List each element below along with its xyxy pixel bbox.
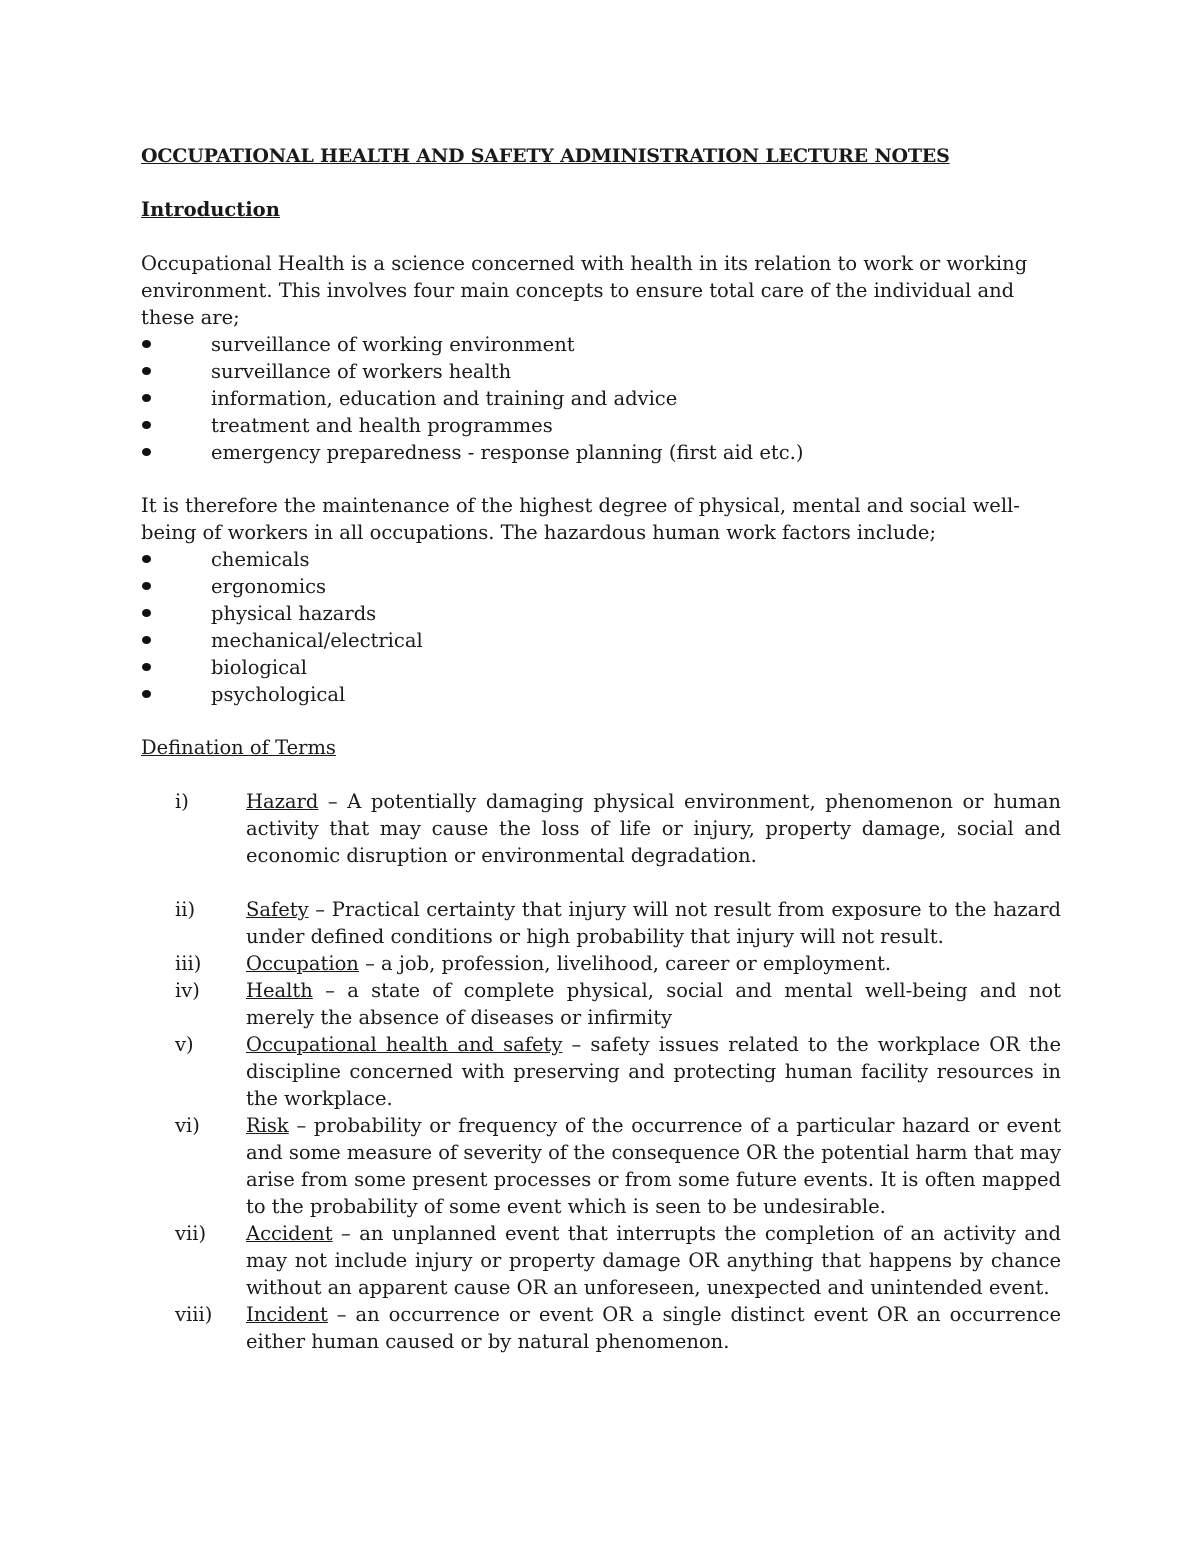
definition-item xyxy=(141,977,1061,1031)
bullet-icon xyxy=(142,555,151,563)
concepts-list xyxy=(141,331,1061,466)
introduction-heading: Introduction xyxy=(141,198,280,221)
document-title: OCCUPATIONAL HEALTH AND SAFETY ADMINISTRATION LECTURE NOTES xyxy=(141,145,950,167)
bullet-icon xyxy=(142,609,151,617)
definition-item xyxy=(141,1220,1061,1301)
definition-term: Accident xyxy=(246,1222,333,1245)
definition-number: iv) xyxy=(175,979,200,1002)
list-item-text: mechanical/electrical xyxy=(211,629,423,652)
list-item-text: treatment and health programmes xyxy=(211,414,553,437)
list-item xyxy=(141,439,1061,466)
definition-term: Occupational health and safety xyxy=(246,1033,563,1056)
definition-number: ii) xyxy=(175,898,196,921)
definition-body xyxy=(246,788,1061,869)
definition-term: Health xyxy=(246,979,313,1002)
list-item-text: surveillance of workers health xyxy=(211,360,512,383)
definition-text: – A potentially damaging physical environment, phenomenon or human activity that may cause the loss of life or injury, property damage, social and economic disruption or environmental degradation. xyxy=(246,790,1061,867)
list-item xyxy=(141,331,1061,358)
list-item-text: psychological xyxy=(211,683,346,706)
definition-text: – safety issues related to the workplace OR the discipline concerned with preserving and protecting human facility resources in the workplace. xyxy=(246,1033,1061,1110)
bullet-icon xyxy=(142,690,151,698)
list-item xyxy=(141,385,1061,412)
definition-body xyxy=(246,1220,1061,1301)
list-item-text: ergonomics xyxy=(211,575,327,598)
list-item-text: physical hazards xyxy=(211,602,377,625)
definitions-list xyxy=(141,788,1061,1355)
definition-number: iii) xyxy=(175,952,202,975)
bullet-icon xyxy=(142,448,151,456)
list-item-text: emergency preparedness - response planning (first aid etc.) xyxy=(211,441,804,464)
definition-item xyxy=(141,1301,1061,1355)
definition-text: – an unplanned event that interrupts the completion of an activity and may not include injury or property damage OR anything that happens by chance without an apparent cause OR an unforeseen, unexpected and unintended event. xyxy=(246,1222,1061,1299)
definition-item xyxy=(141,896,1061,950)
definition-term: Occupation xyxy=(246,952,359,975)
definitions-heading: Defination of Terms xyxy=(141,736,336,759)
list-item xyxy=(141,654,1061,681)
list-item xyxy=(141,600,1061,627)
list-item xyxy=(141,412,1061,439)
definition-term: Incident xyxy=(246,1303,328,1326)
definition-item xyxy=(141,950,1061,977)
definition-body xyxy=(246,1301,1061,1355)
intro-paragraph: Occupational Health is a science concerned with health in its relation to work or working environment. This involves four main concepts to ensure total care of the individual and these are; xyxy=(141,252,1028,329)
definition-number: i) xyxy=(175,790,189,813)
list-item xyxy=(141,681,1061,708)
definition-term: Safety xyxy=(246,898,309,921)
document-page xyxy=(141,142,1061,1355)
definition-term: Hazard xyxy=(246,790,319,813)
bullet-icon xyxy=(142,340,151,348)
bullet-icon xyxy=(142,367,151,375)
list-item-text: biological xyxy=(211,656,307,679)
definition-text: – Practical certainty that injury will not result from exposure to the hazard under defined conditions or high probability that injury will not result. xyxy=(246,898,1061,948)
definition-number: vii) xyxy=(175,1222,207,1245)
definition-body xyxy=(246,1112,1061,1220)
factors-list xyxy=(141,546,1061,708)
definition-text: – a job, profession, livelihood, career or employment. xyxy=(358,952,892,975)
definition-text: – probability or frequency of the occurrence of a particular hazard or event and some measure of severity of the consequence OR the potential harm that may arise from some present processes or from some future events. It is often mapped to the probability of some event which is seen to be undesirable. xyxy=(246,1114,1061,1218)
list-item-text: surveillance of working environment xyxy=(211,333,575,356)
definition-number: vi) xyxy=(175,1114,200,1137)
bullet-icon xyxy=(142,636,151,644)
list-item xyxy=(141,627,1061,654)
definition-item xyxy=(141,1031,1061,1112)
bullet-icon xyxy=(142,582,151,590)
list-item-text: chemicals xyxy=(211,548,310,571)
definition-term: Risk xyxy=(246,1114,289,1137)
definition-body xyxy=(246,950,1061,977)
definition-body xyxy=(246,1031,1061,1112)
definition-item xyxy=(141,788,1061,869)
list-item xyxy=(141,358,1061,385)
list-item xyxy=(141,546,1061,573)
bullet-icon xyxy=(142,663,151,671)
bullet-icon xyxy=(142,394,151,402)
definition-text: – an occurrence or event OR a single distinct event OR an occurrence either human caused or by natural phenomenon. xyxy=(246,1303,1061,1353)
definition-body xyxy=(246,977,1061,1031)
definition-text: – a state of complete physical, social and mental well-being and not merely the absence of diseases or infirmity xyxy=(246,979,1061,1029)
list-item-text: information, education and training and advice xyxy=(211,387,678,410)
definition-number: viii) xyxy=(175,1303,213,1326)
definition-body xyxy=(246,896,1061,950)
definition-number: v) xyxy=(175,1033,194,1056)
definition-item xyxy=(141,1112,1061,1220)
bullet-icon xyxy=(142,421,151,429)
factors-paragraph: It is therefore the maintenance of the highest degree of physical, mental and social well-being of workers in all occupations. The hazardous human work factors include; xyxy=(141,494,1020,544)
list-item xyxy=(141,573,1061,600)
